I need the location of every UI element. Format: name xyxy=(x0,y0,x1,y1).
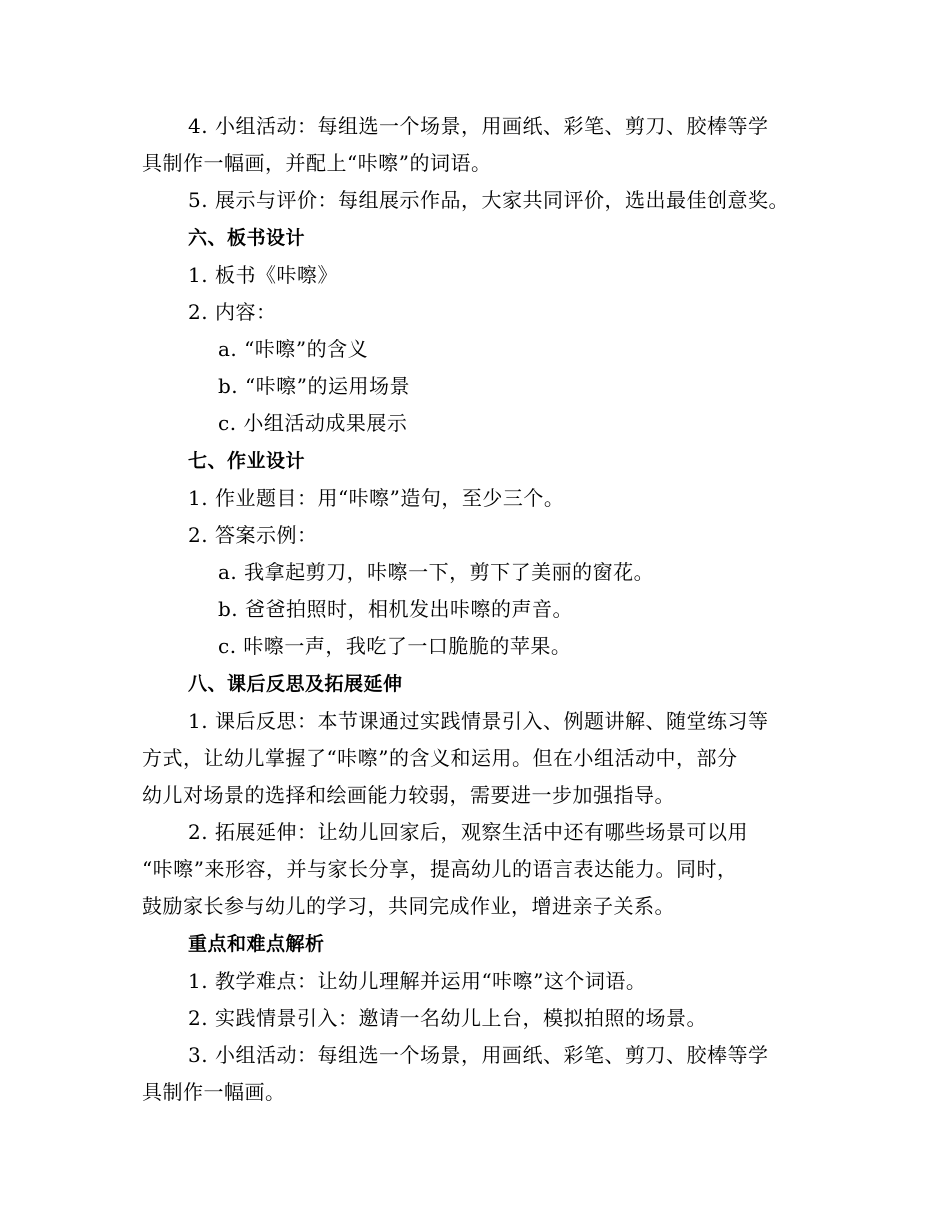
paragraph-line: 方式，让幼儿掌握了“咔嚓”的含义和运用。但在小组活动中，部分 xyxy=(142,746,738,770)
paragraph-line: 2. 内容： xyxy=(188,300,277,324)
paragraph-line: 4. 小组活动：每组选一个场景，用画纸、彩笔、剪刀、胶棒等学 xyxy=(188,114,769,138)
paragraph-line: 鼓励家长参与幼儿的学习，共同完成作业，增进亲子关系。 xyxy=(142,894,675,918)
paragraph-line: 2. 拓展延伸：让幼儿回家后，观察生活中还有哪些场景可以用 xyxy=(188,820,748,844)
paragraph-line: “咔嚓”来形容，并与家长分享，提高幼儿的语言表达能力。同时， xyxy=(142,857,738,881)
list-item: a. “咔嚓”的含义 xyxy=(218,337,369,361)
paragraph-line: 1. 作业题目：用“咔嚓”造句，至少三个。 xyxy=(188,486,565,510)
paragraph-line: 2. 答案示例： xyxy=(188,523,318,547)
section-heading: 重点和难点解析 xyxy=(188,933,325,955)
paragraph-line: 具制作一幅画。 xyxy=(142,1080,286,1104)
paragraph-line: 1. 板书《咔嚓》 xyxy=(188,263,338,287)
list-item: b. 爸爸拍照时，相机发出咔嚓的声音。 xyxy=(218,597,574,621)
section-heading: 七、作业设计 xyxy=(188,450,306,472)
list-item: c. 小组活动成果展示 xyxy=(218,411,408,435)
section-heading: 六、板书设计 xyxy=(188,227,306,249)
section-heading: 八、课后反思及拓展延伸 xyxy=(188,673,403,695)
paragraph-line: 3. 小组活动：每组选一个场景，用画纸、彩笔、剪刀、胶棒等学 xyxy=(188,1043,769,1067)
list-item: c. 咔嚓一声，我吃了一口脆脆的苹果。 xyxy=(218,634,572,658)
paragraph-line: 幼儿对场景的选择和绘画能力较弱，需要进一步加强指导。 xyxy=(142,783,675,807)
paragraph-line: 5. 展示与评价：每组展示作品，大家共同评价，选出最佳创意奖。 xyxy=(188,188,789,212)
paragraph-line: 1. 课后反思：本节课通过实践情景引入、例题讲解、随堂练习等 xyxy=(188,709,769,733)
paragraph-line: 1. 教学难点：让幼儿理解并运用“咔嚓”这个词语。 xyxy=(188,969,647,993)
paragraph-line: 2. 实践情景引入：邀请一名幼儿上台，模拟拍照的场景。 xyxy=(188,1006,707,1030)
list-item: a. 我拿起剪刀，咔嚓一下，剪下了美丽的窗花。 xyxy=(218,560,655,584)
list-item: b. “咔嚓”的运用场景 xyxy=(218,374,410,398)
paragraph-line: 具制作一幅画，并配上“咔嚓”的词语。 xyxy=(142,151,492,175)
